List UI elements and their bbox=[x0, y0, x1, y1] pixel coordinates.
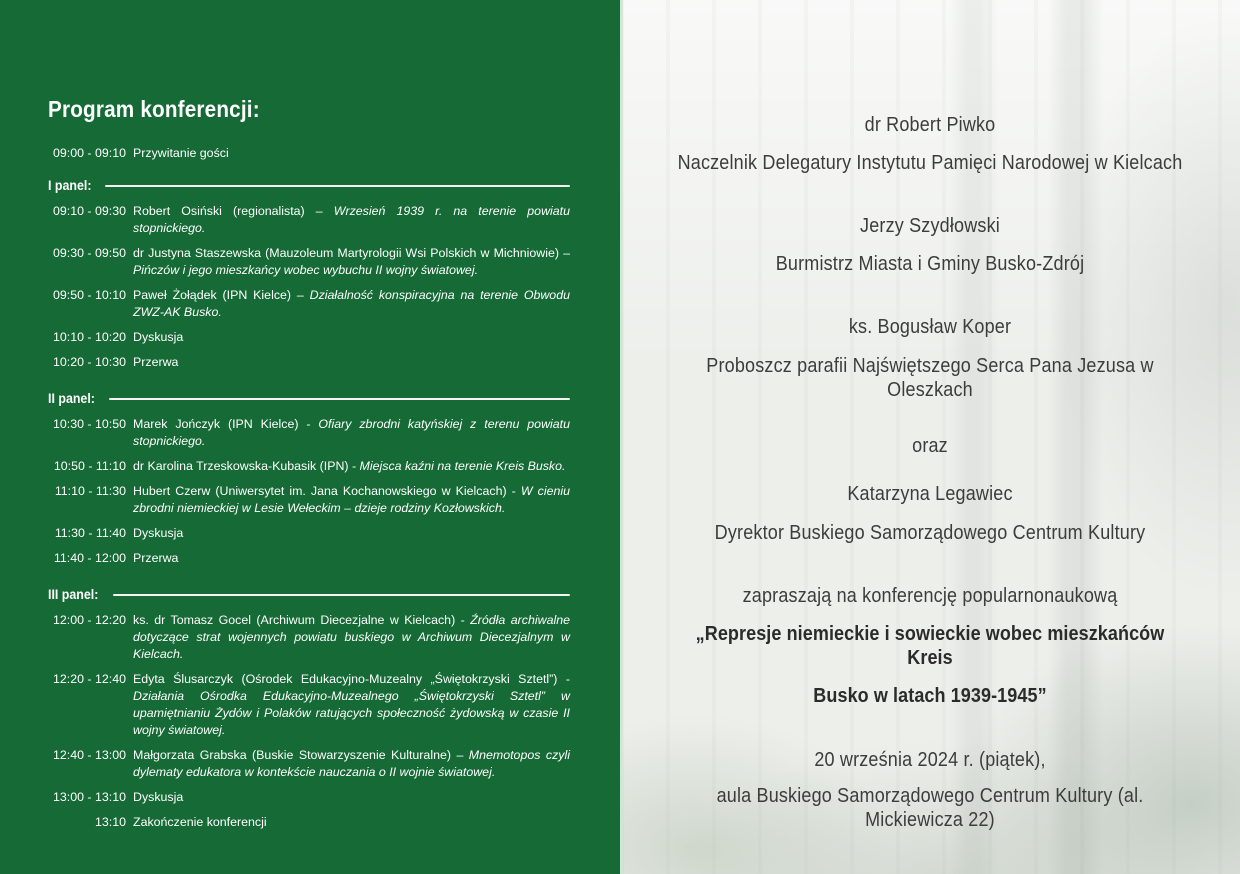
program-lecture-title: Działalność konspiracyjna na terenie Obwodu ZWZ-AK Busko. bbox=[133, 288, 570, 319]
program-text: dr Karolina Trzeskowska-Kubasik (IPN) - bbox=[133, 459, 360, 473]
program-row bbox=[48, 814, 570, 831]
program-description bbox=[133, 145, 570, 162]
conference-date: 20 września 2024 r. (piątek), bbox=[814, 749, 1046, 771]
program-time: 10:10 - 10:20 bbox=[52, 330, 126, 344]
program-row bbox=[48, 203, 570, 237]
program-row bbox=[48, 458, 570, 475]
invitation-page bbox=[620, 0, 1240, 874]
panel-header-2 bbox=[48, 391, 570, 406]
panel-divider-line bbox=[109, 398, 570, 400]
organizer-name: Katarzyna Legawiec bbox=[847, 483, 1013, 505]
program-time: 11:10 - 11:30 bbox=[54, 484, 126, 498]
program-description bbox=[133, 203, 570, 237]
program-text: dr Justyna Staszewska (Mauzoleum Martyrologii Wsi Polskich w Michniowie) – bbox=[133, 246, 570, 260]
person-name: ks. Bogusław Koper bbox=[848, 316, 1012, 338]
panel-label: I panel: bbox=[48, 178, 92, 193]
program-time: 10:20 - 10:30 bbox=[52, 355, 126, 369]
program-row bbox=[48, 329, 570, 346]
program-time: 13:10 bbox=[94, 815, 126, 829]
panel-label: II panel: bbox=[48, 391, 95, 406]
program-time: 09:00 - 09:10 bbox=[52, 146, 126, 160]
invitation-text-block bbox=[651, 0, 1209, 874]
program-text: Przerwa bbox=[133, 551, 179, 565]
program-row bbox=[48, 747, 570, 781]
program-time: 09:50 - 10:10 bbox=[52, 288, 126, 302]
program-lecture-title: Mnemotopos czyli dylematy edukatora w kontekście nauczania o II wojnie światowej. bbox=[133, 748, 570, 779]
program-lecture-title: Miejsca kaźni na terenie Kreis Busko. bbox=[359, 459, 566, 473]
program-description bbox=[133, 458, 570, 475]
program-text: Marek Jończyk (IPN Kielce) - bbox=[133, 417, 319, 431]
person-name: Jerzy Szydłowski bbox=[860, 215, 1000, 237]
program-description bbox=[133, 287, 570, 321]
program-text: Paweł Żołądek (IPN Kielce) – bbox=[133, 288, 310, 302]
program-lecture-title: Źródła archiwalne dotyczące strat wojennych powiatu buskiego w Archiwum Diecezjalnym w Kielcach. bbox=[133, 613, 570, 661]
connector-word: oraz bbox=[912, 435, 948, 457]
program-description bbox=[133, 814, 570, 831]
program-description bbox=[133, 747, 570, 781]
program-lecture-title: Wrzesień 1939 r. na terenie powiatu stopnickiego. bbox=[133, 204, 570, 235]
conference-title-line-1: „Represje niemieckie i sowieckie wobec mieszkańców Kreis bbox=[695, 623, 1165, 669]
person-role: Naczelnik Delegatury Instytutu Pamięci Narodowej w Kielcach bbox=[677, 152, 1183, 174]
program-lecture-title: W cieniu zbrodni niemieckiej w Lesie Wełeckim – dzieje rodziny Kozłowskich. bbox=[133, 484, 570, 515]
program-text: Dyskusja bbox=[133, 790, 184, 804]
program-text: Przerwa bbox=[133, 355, 179, 369]
program-text: Przywitanie gości bbox=[133, 146, 229, 160]
program-row bbox=[48, 789, 570, 806]
program-row bbox=[48, 416, 570, 450]
program-description bbox=[133, 789, 570, 806]
panel-header-1 bbox=[48, 178, 570, 193]
conference-venue: aula Buskiego Samorządowego Centrum Kultury (al. Mickiewicza 22) bbox=[716, 785, 1144, 831]
program-time: 13:00 - 13:10 bbox=[52, 790, 126, 804]
program-text: Hubert Czerw (Uniwersytet im. Jana Kochanowskiego w Kielcach) - bbox=[133, 484, 521, 498]
program-time: 12:20 - 12:40 bbox=[52, 672, 126, 686]
program-text: Dyskusja bbox=[133, 526, 184, 540]
program-row bbox=[48, 671, 570, 739]
panel-divider-line bbox=[105, 185, 570, 187]
program-text: Małgorzata Grabska (Buskie Stowarzyszenie Kulturalne) – bbox=[133, 748, 469, 762]
program-text: Edyta Ślusarczyk (Ośrodek Edukacyjno-Muzealny „Świętokrzyski Sztetl”) - bbox=[133, 672, 570, 686]
program-description bbox=[133, 354, 570, 371]
program-time: 09:10 - 09:30 bbox=[52, 204, 126, 218]
program-row bbox=[48, 612, 570, 663]
program-description bbox=[133, 671, 570, 739]
program-time: 12:00 - 12:20 bbox=[52, 613, 126, 627]
program-time: 11:30 - 11:40 bbox=[54, 526, 126, 540]
program-lecture-title: Pińczów i jego mieszkańcy wobec wybuchu II wojny światowej. bbox=[133, 263, 479, 277]
program-row bbox=[48, 145, 570, 162]
person-name: dr Robert Piwko bbox=[864, 114, 996, 136]
program-description bbox=[133, 329, 570, 346]
program-description bbox=[133, 416, 570, 450]
program-description bbox=[133, 483, 570, 517]
program-row bbox=[48, 287, 570, 321]
panel-label: III panel: bbox=[48, 587, 99, 602]
program-description bbox=[133, 550, 570, 567]
program-description bbox=[133, 612, 570, 663]
program-description bbox=[133, 525, 570, 542]
program-time: 12:40 - 13:00 bbox=[52, 748, 126, 762]
program-row bbox=[48, 245, 570, 279]
panel-header-3 bbox=[48, 587, 570, 602]
program-time: 10:50 - 11:10 bbox=[53, 459, 126, 473]
program-description bbox=[133, 245, 570, 279]
program-time: 10:30 - 10:50 bbox=[52, 417, 126, 431]
program-text: Robert Osiński (regionalista) – bbox=[133, 204, 334, 218]
panel-divider-line bbox=[113, 594, 570, 596]
conference-title-line-2: Busko w latach 1939-1945” bbox=[813, 685, 1047, 707]
program-time: 11:40 - 12:00 bbox=[53, 551, 126, 565]
program-text: Dyskusja bbox=[133, 330, 184, 344]
program-lecture-title: Ofiary zbrodni katyńskiej z terenu powiatu stopnickiego. bbox=[133, 417, 570, 448]
program-text: Zakończenie konferencji bbox=[133, 815, 267, 829]
program-lecture-title: Działania Ośrodka Edukacyjno-Muzealnego „Świętokrzyski Sztetl” w upamiętnianiu Żydów i Polaków ratujących społeczność żydowską w czasie II wojny światowej. bbox=[133, 689, 570, 737]
person-role: Proboszcz parafii Najświętszego Serca Pana Jezusa w Oleszkach bbox=[706, 355, 1154, 401]
program-row bbox=[48, 525, 570, 542]
organizer-role: Dyrektor Buskiego Samorządowego Centrum Kultury bbox=[714, 522, 1146, 544]
program-row bbox=[48, 483, 570, 517]
person-role: Burmistrz Miasta i Gminy Busko-Zdrój bbox=[775, 253, 1085, 275]
program-text: ks. dr Tomasz Gocel (Archiwum Diecezjalne w Kielcach) - bbox=[133, 613, 471, 627]
program-title: Program konferencji: bbox=[48, 96, 260, 122]
program-time: 09:30 - 09:50 bbox=[52, 246, 126, 260]
program-row bbox=[48, 354, 570, 371]
program-row bbox=[48, 550, 570, 567]
invitation-lead-in: zapraszają na konferencję popularnonaukową bbox=[742, 585, 1118, 607]
